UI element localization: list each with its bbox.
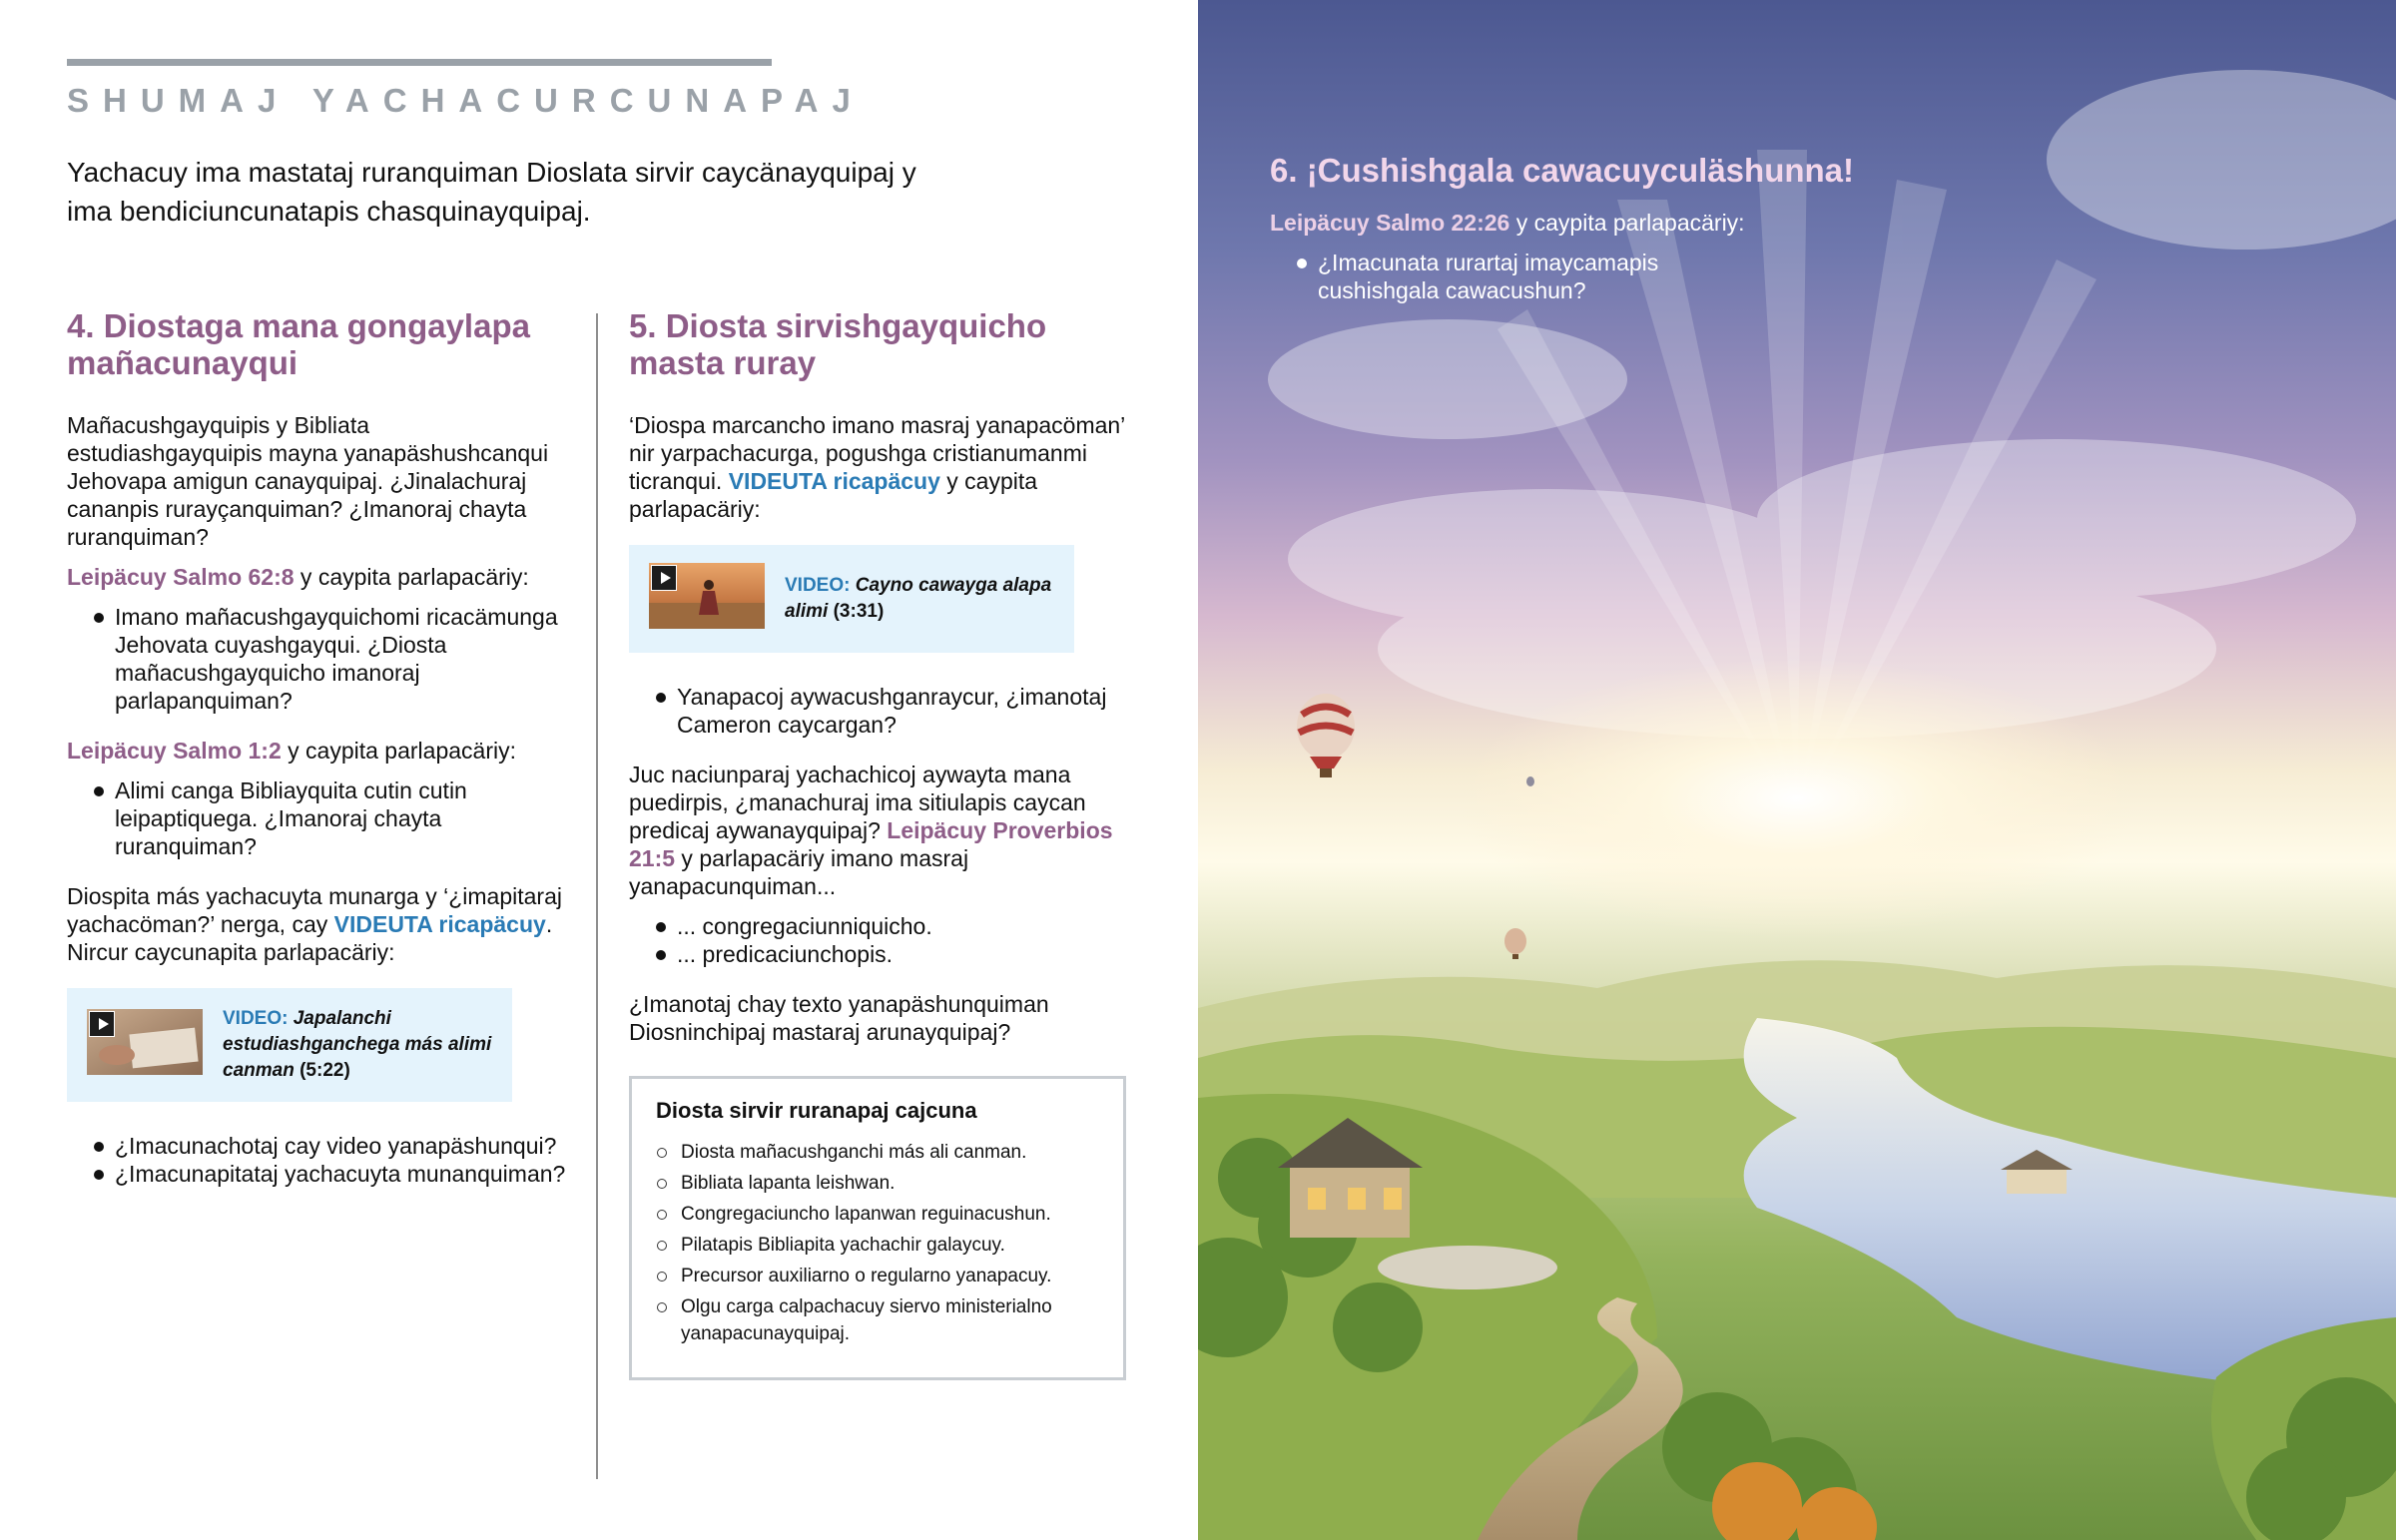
goal-item: Congregaciuncho lapanwan reguinacushun.: [656, 1201, 1099, 1228]
paragraph-text: . Nircur caycunapita parlapacäriy:: [67, 911, 553, 965]
section-5-title: 5. Diosta sirvishgayquicho masta ruray: [629, 307, 1047, 381]
section-6: [1270, 152, 1969, 304]
intro-text: Yachacuy ima mastataj ruranquiman Dioslata sirvir caycänayquipaj y ima bendiciuncunatapis chasquinayquipaj.: [67, 157, 916, 227]
video-duration: (3:31): [833, 601, 885, 622]
question-item: ¿Imacunachotaj cay video yanapäshunqui?: [67, 1132, 566, 1160]
discussion-item: ... predicaciunchopis.: [629, 940, 1128, 968]
section-4-reading-1-questions: [67, 603, 566, 715]
question-item: ¿Imacunapitataj yachacuyta munanquiman?: [67, 1160, 566, 1188]
discussion-item: ... congregaciunniquicho.: [629, 912, 1128, 940]
section-4: [67, 307, 566, 1188]
section-4-reading-1: [67, 563, 566, 591]
goal-item: Pilatapis Bibliapita yachachir galaycuy.: [656, 1232, 1099, 1259]
video-link[interactable]: VIDEUTA ricapäcuy: [333, 911, 546, 937]
section-4-reading-2-questions: [67, 776, 566, 860]
goal-item: Diosta mañacushganchi más ali canman.: [656, 1139, 1099, 1166]
right-page-illustration: [1198, 0, 2396, 1540]
service-goals-list: [656, 1139, 1099, 1347]
column-divider: [596, 313, 598, 1479]
question-item: Imano mañacushgayquichomi ricacämunga Jehovata cuyashgayqui. ¿Diosta mañacushgayquicho imanoraj parlapanquiman?: [67, 603, 566, 715]
section-5-paragraph-2: [629, 761, 1128, 900]
section-6-title: 6. ¡Cushishgala cawacuyculäshunna!: [1270, 152, 1855, 189]
section-5-question: ¿Imanotaj chay texto yanapäshunquiman Diosninchipaj mastaraj arunayquipaj?: [629, 991, 1049, 1045]
play-icon[interactable]: [89, 1011, 115, 1037]
paragraph-text: ‘Diospa marcancho imano masraj yanapacöman’ nir yarpachacurga, pogushga cristianumanmi ticranqui.: [629, 412, 1125, 494]
paragraph-text: y parlapacäriy imano masraj yanapacunquiman...: [629, 845, 969, 899]
header-rule: [67, 59, 772, 66]
paragraph-text: y caypita parlapacäriy:: [629, 468, 1038, 522]
play-icon[interactable]: [651, 565, 677, 591]
reading-instruction: y caypita parlapacäriy:: [1509, 210, 1745, 236]
goal-item: Olgu carga calpachacuy siervo ministerialno yanapacunayquipaj.: [656, 1293, 1099, 1347]
paragraph-text: Juc naciunparaj yachachicoj aywayta mana puedirpis, ¿manachuraj ima sitiulapis caycan predicaj aywanayquipaj?: [629, 762, 1086, 843]
section-5-discussion-points: [629, 912, 1128, 968]
video-label: VIDEO:: [223, 1008, 289, 1029]
paragraph-text: Diospita más yachacuyta munarga y ‘¿imapitaraj yachacöman?’ nerga, cay: [67, 883, 562, 937]
video-link[interactable]: VIDEUTA ricapäcuy: [728, 468, 940, 494]
scripture-link-proverbios-21-5[interactable]: Leipäcuy Proverbios 21:5: [629, 817, 1113, 871]
video-caption: [223, 1006, 492, 1084]
section-4-video-questions: [67, 1132, 566, 1188]
goal-item: Bibliata lapanta leishwan.: [656, 1170, 1099, 1197]
goal-item: Precursor auxiliarno o regularno yanapacuy.: [656, 1263, 1099, 1289]
section-title: SHUMAJ YACHACURCUNAPAJ: [67, 82, 865, 119]
video-caption: [785, 573, 1054, 625]
section-5-paragraph: [629, 411, 1128, 523]
question-item: Alimi canga Bibliayquita cutin cutin leipaptiquega. ¿Imanoraj chayta ruranquiman?: [67, 776, 566, 860]
scripture-link-salmo-62-8[interactable]: Leipäcuy Salmo 62:8: [67, 564, 295, 590]
scripture-link-salmo-1-2[interactable]: Leipäcuy Salmo 1:2: [67, 738, 282, 764]
section-4-title: 4. Diostaga mana gongaylapa mañacunayqui: [67, 307, 530, 381]
video-title: Cayno cawayga alapa alimi: [785, 575, 1052, 622]
video-thumbnail[interactable]: [649, 563, 765, 635]
video-card-japalanchi[interactable]: [67, 988, 512, 1102]
video-duration: (5:22): [300, 1060, 350, 1081]
reading-instruction: y caypita parlapacäriy:: [281, 738, 516, 764]
reading-instruction: y caypita parlapacäriy:: [294, 564, 529, 590]
question-item: ¿Imacunata rurartaj imaycamapis cushishgala cawacushun?: [1270, 249, 1689, 304]
section-6-questions: [1270, 249, 1689, 304]
section-5: [629, 307, 1128, 1380]
section-4-paragraph: Mañacushgayquipis y Bibliata estudiashgayquipis mayna yanapäshushcanqui Jehovapa amigun canayquipaj. ¿Jinalachuraj cananpis rurayçanquiman? ¿Imanoraj chayta ruranquiman?: [67, 412, 549, 550]
video-label: VIDEO:: [785, 575, 851, 596]
question-item: Yanapacoj aywacushganraycur, ¿imanotaj Cameron caycargan?: [629, 683, 1128, 739]
video-title: Japalanchi estudiashganchega más alimi canman: [223, 1008, 492, 1081]
section-4-reading-2: [67, 737, 566, 765]
section-5-video-questions: [629, 683, 1128, 739]
service-goals-box: [629, 1076, 1126, 1380]
video-thumbnail[interactable]: [87, 1009, 203, 1081]
section-6-reading: [1270, 209, 1969, 237]
section-4-video-intro: [67, 882, 566, 966]
service-goals-title: Diosta sirvir ruranapaj cajcuna: [656, 1098, 977, 1123]
scripture-link-salmo-22-26[interactable]: Leipäcuy Salmo 22:26: [1270, 210, 1510, 236]
video-card-cayno-cawayga[interactable]: [629, 545, 1074, 653]
